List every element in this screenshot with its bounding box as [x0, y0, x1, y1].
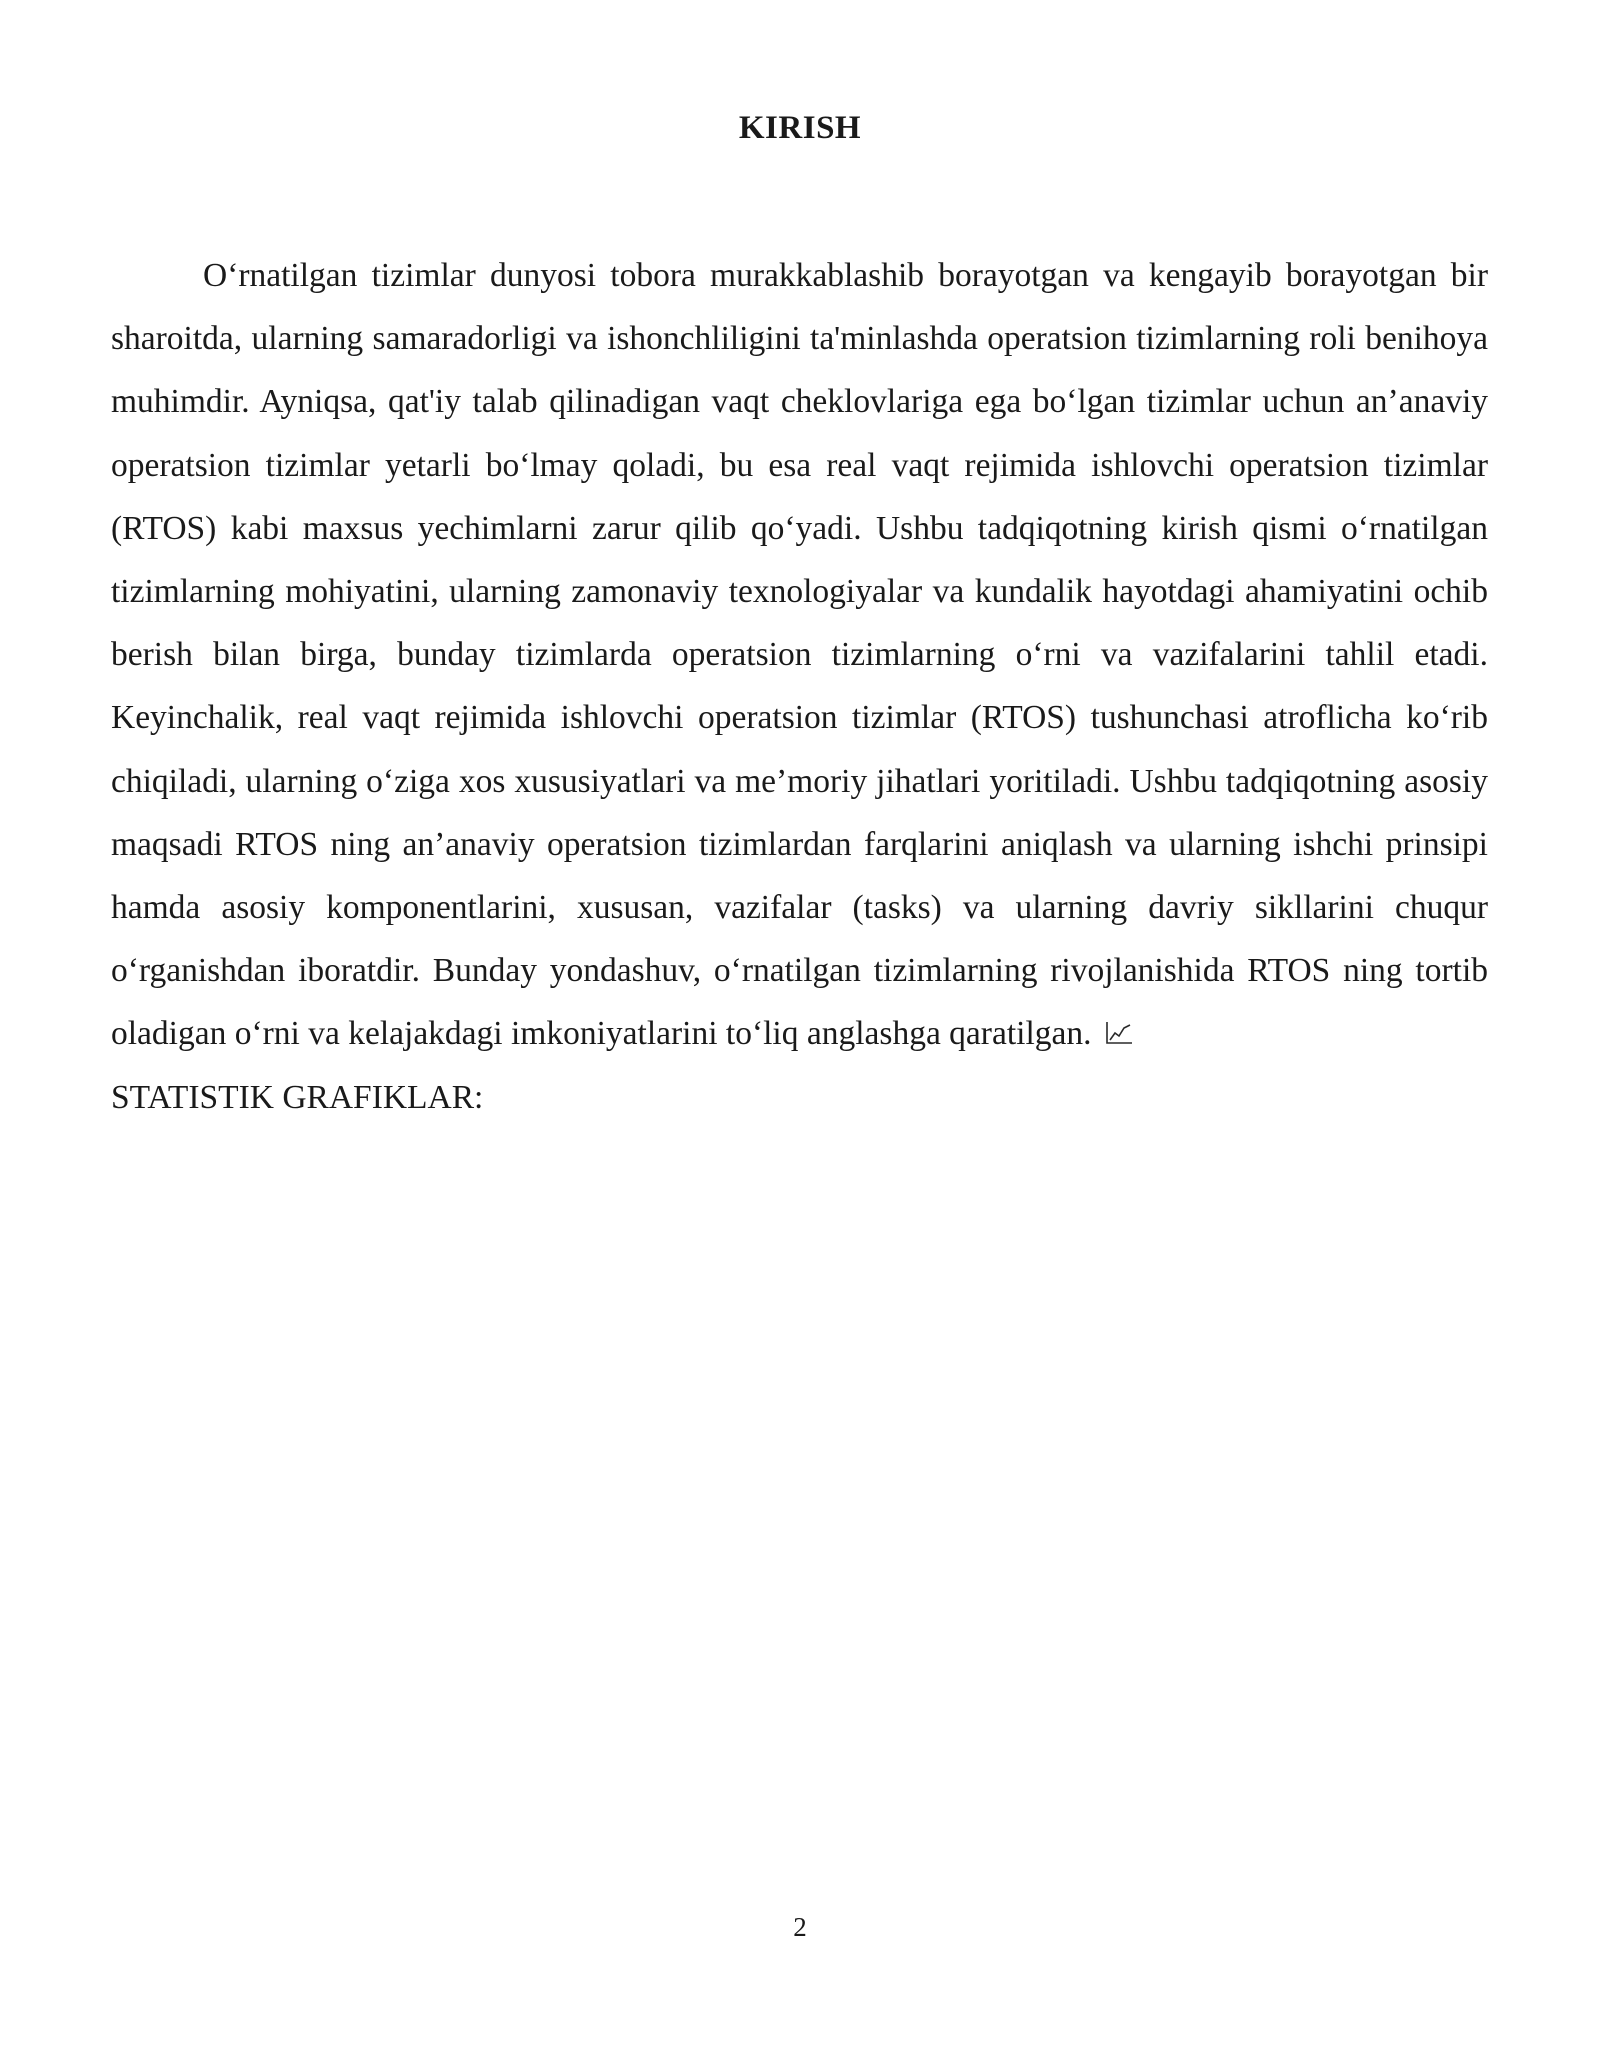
section-label: STATISTIK GRAFIKLAR: [111, 1078, 484, 1116]
intro-paragraph [111, 244, 1488, 1129]
chart-increasing-icon [1104, 1020, 1134, 1046]
page-title: KIRISH [738, 110, 862, 146]
paragraph-text: O‘rnatilgan tizimlar dunyosi tobora murakkablashib borayotgan va kengayib borayotgan bir sharoitda, ularning samaradorligi va ishonchliligini ta'minlashda operatsion tizimlarning roli benihoya muhimdir. Ayniqsa, qat'iy talab qilinadigan vaqt cheklovlariga ega bo‘lgan tizimlar uchun an’anaviy operatsion tizimlar yetarli bo‘lmay qoladi, bu esa real vaqt rejimida ishlovchi operatsion tizimlar (RTOS) kabi maxsus yechimlarni zarur qilib qo‘yadi. Ushbu tadqiqotning kirish qismi o‘rnatilgan tizimlarning mohiyatini, ularning zamonaviy texnologiyalar va kundalik hayotdagi ahamiyatini ochib berish bilan birga, bunday tizimlarda operatsion tizimlarning o‘rni va vazifalarini tahlil etadi. Keyinchalik, real vaqt rejimida ishlovchi operatsion tizimlar (RTOS) tushunchasi atroflicha ko‘rib chiqiladi, ularning o‘ziga xos xususiyatlari va me’moriy jihatlari yoritiladi. Ushbu tadqiqotning asosiy maqsadi RTOS ning an’anaviy operatsion tizimlardan farqlarini aniqlash va ularning ishchi prinsipi hamda asosiy komponentlarini, xususan, vazifalar (tasks) va ularning davriy sikllarini chuqur o‘rganishdan iboratdir. Bunday yondashuv, o‘rnatilgan tizimlarning rivojlanishida RTOS ning tortib oladigan o‘rni va kelajakdagi imkoniyatlarini to‘liq anglashga qaratilgan. [111, 257, 1488, 1053]
page-number: 2 [793, 1912, 807, 1942]
